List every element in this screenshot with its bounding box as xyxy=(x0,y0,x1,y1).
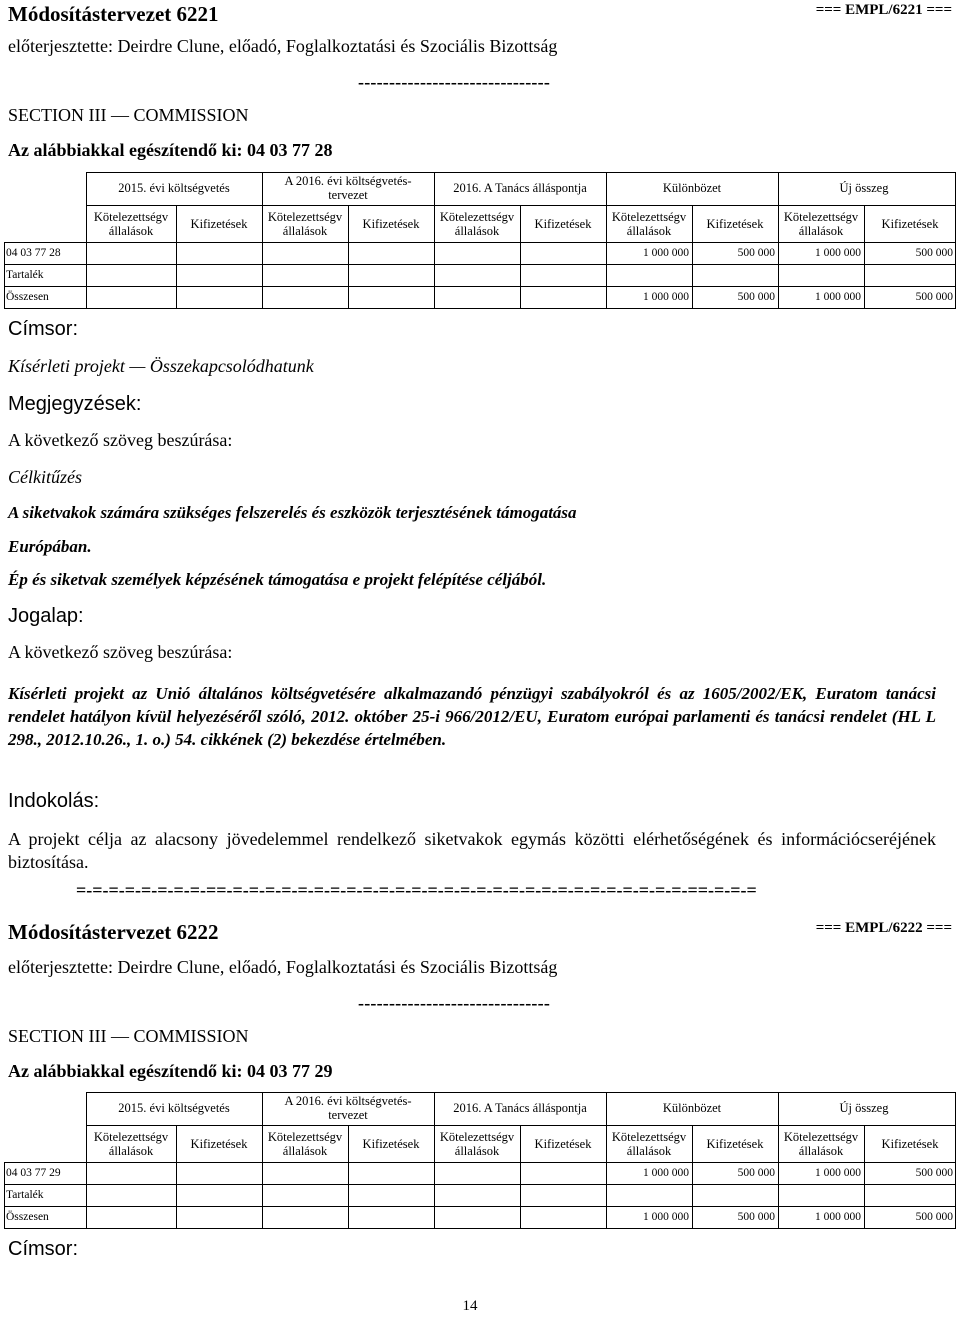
objective-line: Európában. xyxy=(8,537,92,556)
col-commitments: Kötelezettségv állalások xyxy=(783,1130,859,1158)
cell-total-new-commitments: 1 000 000 xyxy=(815,1211,861,1223)
col-payments: Kifizetések xyxy=(706,217,764,231)
amendment-code: === EMPL/6221 === xyxy=(815,2,952,18)
section-label: SECTION III — COMMISSION xyxy=(8,1026,249,1046)
cell-total-new-payments: 500 000 xyxy=(915,1211,953,1223)
col-commitments: Kötelezettségv állalások xyxy=(611,210,687,238)
row-label-budget-line: 04 03 77 29 xyxy=(6,1167,61,1179)
page-number: 14 xyxy=(462,1298,478,1314)
presenter-line: előterjesztette: Deirdre Clune, előadó, Foglalkoztatási és Szociális Bizottság xyxy=(8,36,558,56)
cell-total-diff-payments: 500 000 xyxy=(737,1211,775,1223)
row-label-reserve: Tartalék xyxy=(6,269,44,281)
amendment-title: Módosítástervezet 6221 xyxy=(8,2,219,26)
supplement-line: Az alábbiakkal egészítendő ki: 04 03 77 28 xyxy=(8,140,333,160)
col-group-2015: 2015. évi költségvetés xyxy=(118,1101,230,1115)
heading-title: Címsor: xyxy=(8,1238,78,1260)
col-payments: Kifizetések xyxy=(706,1137,764,1151)
heading-title: Címsor: xyxy=(8,318,78,340)
objective-line: Ép és siketvak személyek képzésének támogatása e projekt felépítése céljából. xyxy=(8,570,547,589)
cell-new-payments: 500 000 xyxy=(915,1167,953,1179)
amendment-divider: =-=-=-=-=-=-=-=-==-=-=-=-=-=-=-=-=-=-=-=-=-=-=-=-=-=-=-=-=-=-=-=-=-=-=-=-=-==-=-=-= xyxy=(76,880,757,900)
presenter-line: előterjesztette: Deirdre Clune, előadó, Foglalkoztatási és Szociális Bizottság xyxy=(8,957,558,977)
col-group-council: 2016. A Tanács álláspontja xyxy=(453,1101,587,1115)
col-payments: Kifizetések xyxy=(362,217,420,231)
col-group-new-amount: Új összeg xyxy=(839,1101,889,1115)
col-commitments: Kötelezettségv állalások xyxy=(611,1130,687,1158)
heading-justification: Indokolás: xyxy=(8,790,100,812)
col-commitments: Kötelezettségv állalások xyxy=(783,210,859,238)
heading-notes: Megjegyzések: xyxy=(8,393,142,415)
col-commitments: Kötelezettségv állalások xyxy=(267,1130,343,1158)
objective-line: A siketvakok számára szükséges felszerelés és eszközök terjesztésének támogatása xyxy=(8,503,577,522)
col-payments: Kifizetések xyxy=(534,217,592,231)
supplement-line: Az alábbiakkal egészítendő ki: 04 03 77 29 xyxy=(8,1061,333,1081)
insert-text: A következő szöveg beszúrása: xyxy=(8,642,233,662)
cell-diff-payments: 500 000 xyxy=(737,1167,775,1179)
col-group-2016-draft: A 2016. évi költségvetés- tervezet xyxy=(284,174,412,202)
cell-diff-commitments: 1 000 000 xyxy=(643,1167,689,1179)
col-payments: Kifizetések xyxy=(881,1137,939,1151)
col-commitments: Kötelezettségv állalások xyxy=(267,210,343,238)
cell-new-payments: 500 000 xyxy=(915,247,953,259)
col-payments: Kifizetések xyxy=(190,1137,248,1151)
col-group-2015: 2015. évi költségvetés xyxy=(118,181,230,195)
row-label-total: Összesen xyxy=(6,291,49,303)
separator-line: ------------------------------- xyxy=(358,72,551,92)
cell-diff-payments: 500 000 xyxy=(737,247,775,259)
row-label-budget-line: 04 03 77 28 xyxy=(6,247,61,259)
heading-legal-basis: Jogalap: xyxy=(8,605,84,627)
justification-text: A projekt célja az alacsony jövedelemmel rendelkező siketvakok egymás közötti elérhetőségének és információcseréjének biztosítása. xyxy=(8,829,936,872)
col-payments: Kifizetések xyxy=(534,1137,592,1151)
cell-total-diff-commitments: 1 000 000 xyxy=(643,1211,689,1223)
col-payments: Kifizetések xyxy=(190,217,248,231)
cell-total-new-payments: 500 000 xyxy=(915,291,953,303)
col-group-2016-draft: A 2016. évi költségvetés- tervezet xyxy=(284,1094,412,1122)
col-group-new-amount: Új összeg xyxy=(839,181,889,195)
col-payments: Kifizetések xyxy=(881,217,939,231)
col-group-difference: Különbözet xyxy=(662,1101,722,1115)
budget-table xyxy=(0,172,960,314)
insert-text: A következő szöveg beszúrása: xyxy=(8,430,233,450)
row-label-reserve: Tartalék xyxy=(6,1189,44,1201)
cell-total-diff-commitments: 1 000 000 xyxy=(643,291,689,303)
col-group-difference: Különbözet xyxy=(662,181,722,195)
objective-label: Célkitűzés xyxy=(8,467,82,487)
row-label-total: Összesen xyxy=(6,1211,49,1223)
col-commitments: Kötelezettségv állalások xyxy=(93,210,169,238)
amendment-title: Módosítástervezet 6222 xyxy=(8,920,219,944)
col-commitments: Kötelezettségv állalások xyxy=(439,1130,515,1158)
amendment-code: === EMPL/6222 === xyxy=(815,920,952,936)
col-group-council: 2016. A Tanács álláspontja xyxy=(453,181,587,195)
separator-line: ------------------------------- xyxy=(358,993,551,1013)
col-commitments: Kötelezettségv állalások xyxy=(439,210,515,238)
section-label: SECTION III — COMMISSION xyxy=(8,105,249,125)
cell-total-diff-payments: 500 000 xyxy=(737,291,775,303)
budget-table xyxy=(0,1092,960,1234)
project-title: Kísérleti projekt — Összekapcsolódhatunk xyxy=(8,356,314,376)
cell-new-commitments: 1 000 000 xyxy=(815,247,861,259)
cell-new-commitments: 1 000 000 xyxy=(815,1167,861,1179)
col-payments: Kifizetések xyxy=(362,1137,420,1151)
cell-diff-commitments: 1 000 000 xyxy=(643,247,689,259)
legal-basis-text: Kísérleti projekt az Unió általános költségvetésére alkalmazandó pénzügyi szabályokról és az 1605/2002/EK, Euratom tanácsi rendelet hatályon kívül helyezéséről szóló, 2012. október 25-i 966/2012/EU, Euratom európai parlamenti és tanácsi rendelet (HL L 298., 2012.10.26., 1. o.) 54. cikkének (2) bekezdése értelmében. xyxy=(8,684,936,749)
col-commitments: Kötelezettségv állalások xyxy=(93,1130,169,1158)
cell-total-new-commitments: 1 000 000 xyxy=(815,291,861,303)
